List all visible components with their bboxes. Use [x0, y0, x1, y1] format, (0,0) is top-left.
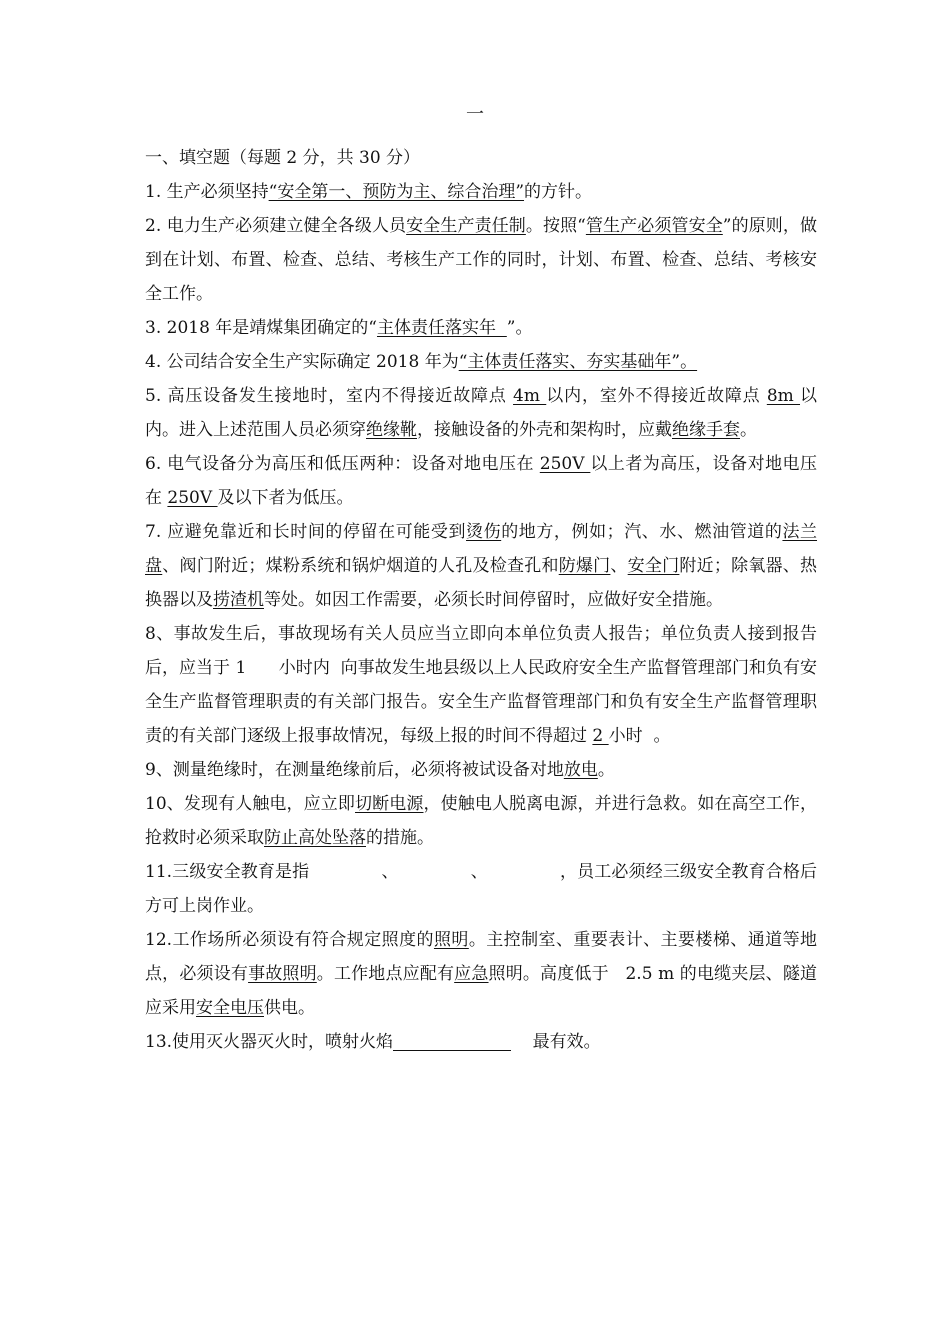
question-6: [145, 447, 817, 515]
page-header-mark: 一: [466, 104, 484, 125]
q1-text: 1. 生产必须坚持: [145, 182, 269, 202]
q1-answer: “安全第一、预防为主、综合治理”: [268, 182, 525, 202]
question-2: [145, 209, 817, 311]
q7-text-3: 、阀门附近；煤粉系统和锅炉烟道的人孔及检查孔和: [162, 556, 559, 576]
q2-text: 2. 电力生产必须建立健全各级人员: [145, 216, 407, 236]
question-4: [145, 345, 817, 379]
q7-text: 7. 应避免靠近和长时间的停留在可能受到: [145, 522, 467, 542]
q6-answer-2: 250V: [167, 488, 218, 508]
q6-answer-1: 250V: [539, 454, 591, 474]
question-3: [145, 311, 817, 345]
q12-answer-1: 照明: [433, 930, 469, 950]
q7-text-4: 、: [610, 556, 628, 576]
q10-text-2: ，使触电人脱离电源，并进行急救。如在高空工作，抢救时必须采取: [145, 794, 818, 848]
question-10: [145, 787, 817, 855]
q2-answer-2: 管生产必须管安全: [585, 216, 723, 236]
question-9: [145, 753, 817, 787]
q12-answer-2: 事故照明: [248, 964, 317, 984]
q10-text: 10、发现有人触电，应立即: [145, 794, 356, 814]
q10-answer-2: 防止高处坠落: [264, 828, 366, 848]
q5-text-3: 以内。进入上述范围人员必须穿: [145, 386, 818, 440]
q6-text: 6. 电气设备分为高压和低压两种：设备对地电压在: [145, 454, 540, 474]
q7-text-end: 等处。如因工作需要，必须长时间停留时，应做好安全措施。: [264, 590, 723, 610]
q5-text-4: ，接触设备的外壳和架构时，应戴: [417, 420, 672, 440]
q12-answer-4: 安全电压: [196, 998, 264, 1018]
q7-answer-5: 捞渣机: [213, 590, 264, 610]
q4-answer: “主体责任落实、夯实基础年”。: [458, 352, 698, 372]
q9-answer: 放电: [563, 760, 598, 780]
q8-text: 8、事故发生后，事故现场有关人员应当立即向本单位负责人报告；单位负责人接到报告后，应当于 1 小时内 向事故发生地县级以上人民政府安全生产监督管理部门和负有安全生产监督管理职责的有关部门报告。安全生产监督管理部门和负有安全生产监督管理职责的有关部门逐级上报事故情况，每级上报的时间不得超过: [145, 624, 817, 746]
q10-text-end: 的措施。: [366, 828, 434, 848]
q12-text-2: 。主控制室、重要表计、主要楼梯、通道等地点，必须设有: [145, 930, 818, 984]
question-13: [145, 1025, 817, 1059]
q3-text: 3. 2018 年是靖煤集团确定的“: [145, 318, 377, 338]
q7-answer-4: 安全门: [627, 556, 680, 576]
q7-answer-1: 烫伤: [466, 522, 502, 542]
q6-text-end: 及以下者为低压。: [217, 488, 354, 508]
q12-answer-3: 应急: [454, 964, 489, 984]
q3-text-end: ”。: [506, 318, 533, 338]
q7-text-5: 附近；除氧器、热换器以及: [145, 556, 818, 610]
q8-answer: 2: [592, 726, 609, 746]
section-title: 一、填空题（每题 2 分，共 30 分）: [145, 148, 421, 168]
question-12: [145, 923, 817, 1025]
document-body: [145, 141, 817, 1059]
question-8: [145, 617, 817, 753]
q5-answer-4: 绝缘手套: [672, 420, 740, 440]
q13-blank: [393, 1030, 511, 1051]
q8-text-end: 小时 。: [608, 726, 671, 746]
q2-answer-1: 安全生产责任制: [406, 216, 526, 236]
q4-text: 4. 公司结合安全生产实际确定 2018 年为: [145, 352, 459, 372]
q12-text-end: 供电。: [264, 998, 315, 1018]
q7-answer-2: 法兰盘: [145, 522, 818, 576]
q5-answer-3: 绝缘靴: [366, 420, 417, 440]
q12-text: 12.工作场所必须设有符合规定照度的: [145, 930, 434, 950]
q5-answer-2: 8m: [766, 386, 801, 406]
q5-text-2: 以内，室外不得接近故障点: [546, 386, 767, 406]
q12-text-3: 。工作地点应配有: [316, 964, 455, 984]
q9-text: 9、测量绝缘时，在测量绝缘前后，必须将被试设备对地: [145, 760, 564, 780]
q1-text-end: 的方针。: [524, 182, 593, 202]
q5-answer-1: 4m: [513, 386, 547, 406]
q12-text-4: 照明。高度低于 2.5 m 的电缆夹层、隧道应采用: [145, 964, 818, 1018]
question-1: [145, 175, 817, 209]
q10-answer-1: 切断电源: [355, 794, 424, 814]
q13-text-end: 最有效。: [511, 1032, 601, 1052]
q2-text-end: ”的原则，做到在计划、布置、检查、总结、考核生产工作的同时，计划、布置、检查、总结、考核安全工作。: [145, 216, 817, 304]
q2-text-mid: 。按照“: [525, 216, 586, 236]
q6-text-2: 以上者为高压，设备对地电压在: [145, 454, 817, 508]
question-7: [145, 515, 817, 617]
q13-text: 13.使用灭火器灭火时，喷射火焰: [145, 1032, 394, 1052]
q9-text-end: 。: [597, 760, 615, 780]
question-11: 11.三级安全教育是指 、 、 ，员工必须经三级安全教育合格后方可上岗作业。: [145, 862, 817, 916]
q7-answer-3: 防爆门: [558, 556, 611, 576]
q7-text-2: 的地方，例如；汽、水、燃油管道的: [501, 522, 783, 542]
question-5: [145, 379, 817, 447]
q3-answer: 主体责任落实年: [376, 318, 507, 338]
q5-text-end: 。: [740, 420, 757, 440]
q5-text: 5. 高压设备发生接地时，室内不得接近故障点: [145, 386, 514, 406]
